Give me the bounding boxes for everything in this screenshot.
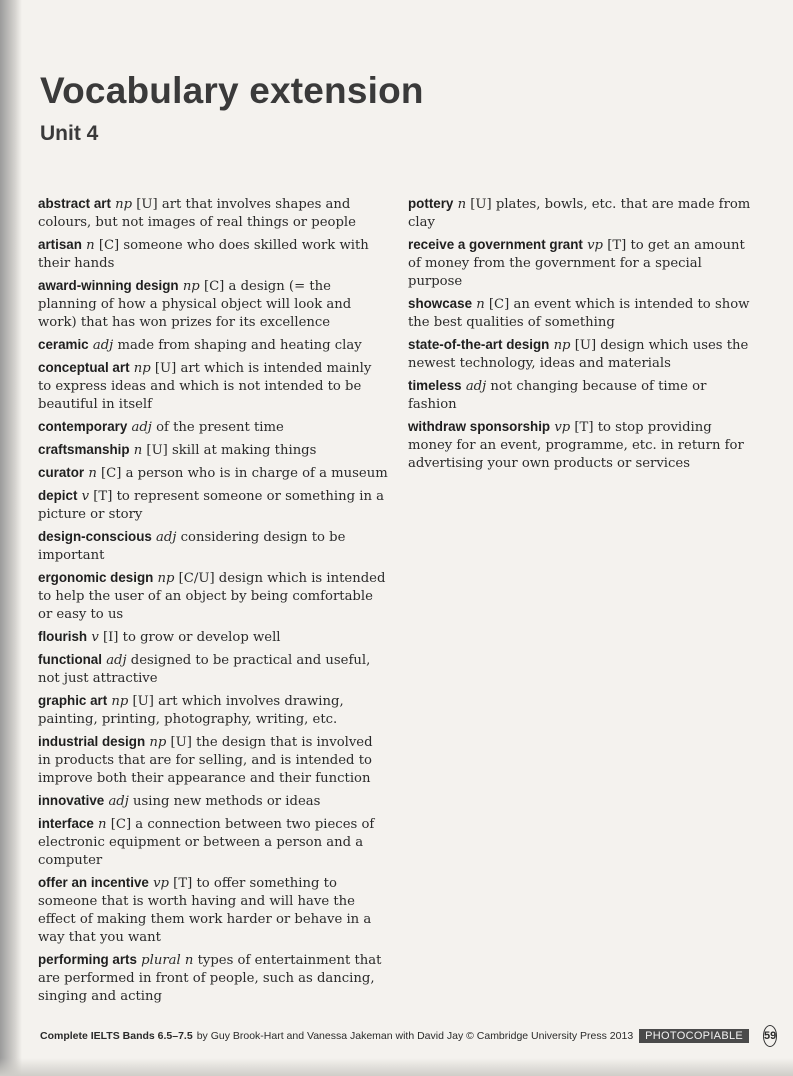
entry-term: contemporary xyxy=(38,419,128,434)
glossary-left-column xyxy=(38,195,388,1010)
glossary-entry xyxy=(38,441,388,460)
entry-definition: [C/U] design which is intended to help the user of an object by being comfortable or easy to us xyxy=(38,571,386,622)
entry-part-of-speech: n xyxy=(98,817,107,832)
entry-term: innovative xyxy=(38,793,105,808)
entry-definition: [C] a design (= the planning of how a physical object will look and work) that has won prizes for its excellence xyxy=(38,279,352,330)
entry-definition: of the present time xyxy=(151,420,284,435)
glossary-entry xyxy=(38,336,388,355)
entry-term: design-conscious xyxy=(38,529,152,544)
entry-definition: [U] design which uses the newest technology, ideas and materials xyxy=(408,338,749,371)
entry-definition: [U] art that involves shapes and colours, but not images of real things or people xyxy=(38,197,356,230)
entry-part-of-speech: vp xyxy=(587,238,603,253)
entry-term: curator xyxy=(38,465,85,480)
entry-term: showcase xyxy=(408,296,473,311)
entry-definition: not changing because of time or fashion xyxy=(408,379,707,412)
photocopiable-badge: PHOTOCOPIABLE xyxy=(639,1029,749,1043)
page-gutter-shadow xyxy=(0,0,22,1076)
glossary-entry xyxy=(38,528,388,565)
glossary-entry xyxy=(38,792,388,811)
entry-term: depict xyxy=(38,488,78,503)
entry-definition: [U] art which involves drawing, painting, printing, photography, writing, etc. xyxy=(38,694,344,727)
entry-term: receive a government grant xyxy=(408,237,583,252)
glossary-entry xyxy=(408,418,758,473)
glossary-entry xyxy=(38,277,388,332)
entry-part-of-speech: np xyxy=(182,279,200,294)
glossary-entry xyxy=(38,418,388,437)
entry-definition: [C] an event which is intended to show the best qualities of something xyxy=(408,297,750,330)
entry-part-of-speech: plural n xyxy=(141,953,194,968)
entry-term: industrial design xyxy=(38,734,146,749)
entry-definition: [T] to offer something to someone that is worth having and will have the effect of making them work harder or behave in a way that you want xyxy=(38,876,372,945)
entry-part-of-speech: np xyxy=(157,571,175,586)
glossary-entry xyxy=(38,692,388,729)
footer-credit: by Guy Brook-Hart and Vanessa Jakeman with David Jay © Cambridge University Press 2013 xyxy=(196,1030,634,1042)
entry-term: interface xyxy=(38,816,94,831)
entry-term: performing arts xyxy=(38,952,137,967)
entry-definition: [U] plates, bowls, etc. that are made from clay xyxy=(408,197,751,230)
entry-definition: [U] skill at making things xyxy=(142,443,317,458)
glossary-entry xyxy=(38,487,388,524)
entry-part-of-speech: n xyxy=(86,238,95,253)
glossary-entry xyxy=(38,951,388,1006)
entry-definition: made from shaping and heating clay xyxy=(113,338,362,353)
entry-part-of-speech: vp xyxy=(153,876,169,891)
glossary-entry xyxy=(38,359,388,414)
entry-part-of-speech: n xyxy=(88,466,97,481)
entry-definition: [C] a connection between two pieces of electronic equipment or between a person and a computer xyxy=(38,817,375,868)
entry-part-of-speech: np xyxy=(149,735,167,750)
entry-part-of-speech: n xyxy=(133,443,143,458)
entry-term: pottery xyxy=(408,196,454,211)
entry-term: artisan xyxy=(38,237,82,252)
entry-term: award-winning design xyxy=(38,278,179,293)
glossary-entry xyxy=(38,195,388,232)
unit-subtitle: Unit 4 xyxy=(40,122,99,145)
entry-definition: considering design to be important xyxy=(38,530,346,563)
glossary-entry xyxy=(38,651,388,688)
entry-term: withdraw sponsorship xyxy=(408,419,551,434)
glossary-entry xyxy=(408,236,758,291)
entry-definition: [T] to get an amount of money from the government for a special purpose xyxy=(408,238,745,289)
page-title: Vocabulary extension xyxy=(40,70,424,111)
page-number: 59 xyxy=(763,1025,777,1047)
entry-definition: types of entertainment that are performed in front of people, such as dancing, singing and acting xyxy=(38,953,382,1004)
entry-part-of-speech: n xyxy=(457,197,467,212)
entry-part-of-speech: adj xyxy=(108,794,129,809)
glossary-entry xyxy=(38,733,388,788)
glossary-entry xyxy=(38,815,388,870)
entry-term: flourish xyxy=(38,629,88,644)
glossary-entry xyxy=(408,336,758,373)
page-bottom-shadow xyxy=(0,1058,793,1076)
glossary-entry xyxy=(38,628,388,647)
entry-term: graphic art xyxy=(38,693,108,708)
entry-term: timeless xyxy=(408,378,462,393)
entry-part-of-speech: adj xyxy=(465,379,487,394)
entry-definition: [T] to stop providing money for an event, programme, etc. in return for advertising your own products or services xyxy=(408,420,744,471)
entry-part-of-speech: adj xyxy=(131,420,152,435)
entry-definition: [C] a person who is in charge of a museum xyxy=(96,466,388,481)
entry-term: ceramic xyxy=(38,337,89,352)
entry-part-of-speech: np xyxy=(111,694,129,709)
entry-part-of-speech: np xyxy=(115,197,133,212)
entry-part-of-speech: np xyxy=(133,361,151,376)
entry-part-of-speech: v xyxy=(91,630,99,645)
entry-definition: [U] the design that is involved in products that are for selling, and is intended to improve both their appearance and their function xyxy=(38,735,373,786)
entry-term: craftsmanship xyxy=(38,442,130,457)
entry-part-of-speech: adj xyxy=(156,530,177,545)
glossary-entry xyxy=(408,377,758,414)
entry-part-of-speech: v xyxy=(81,489,90,504)
entry-term: state-of-the-art design xyxy=(408,337,550,352)
entry-part-of-speech: n xyxy=(476,297,485,312)
page-footer xyxy=(40,1027,777,1045)
glossary-entry xyxy=(38,236,388,273)
entry-term: offer an incentive xyxy=(38,875,149,890)
entry-definition: [U] art which is intended mainly to express ideas and which is not intended to be beautiful in itself xyxy=(38,361,372,412)
glossary-right-column xyxy=(408,195,758,477)
entry-definition: [C] someone who does skilled work with their hands xyxy=(38,238,369,271)
entry-term: conceptual art xyxy=(38,360,130,375)
glossary-entry xyxy=(38,569,388,624)
glossary-entry xyxy=(38,464,388,483)
footer-book-title: Complete IELTS Bands 6.5–7.5 xyxy=(40,1030,193,1042)
entry-part-of-speech: vp xyxy=(554,420,571,435)
entry-definition: [T] to represent someone or something in a picture or story xyxy=(38,489,385,522)
entry-part-of-speech: adj xyxy=(106,653,127,668)
entry-term: abstract art xyxy=(38,196,111,211)
entry-definition: designed to be practical and useful, not just attractive xyxy=(38,653,371,686)
glossary-entry xyxy=(408,295,758,332)
entry-definition: using new methods or ideas xyxy=(128,794,321,809)
entry-term: functional xyxy=(38,652,102,667)
entry-part-of-speech: adj xyxy=(92,338,114,353)
entry-part-of-speech: np xyxy=(553,338,571,353)
glossary-entry xyxy=(408,195,758,232)
entry-definition: [I] to grow or develop well xyxy=(98,630,281,645)
glossary-entry xyxy=(38,874,388,947)
entry-term: ergonomic design xyxy=(38,570,154,585)
